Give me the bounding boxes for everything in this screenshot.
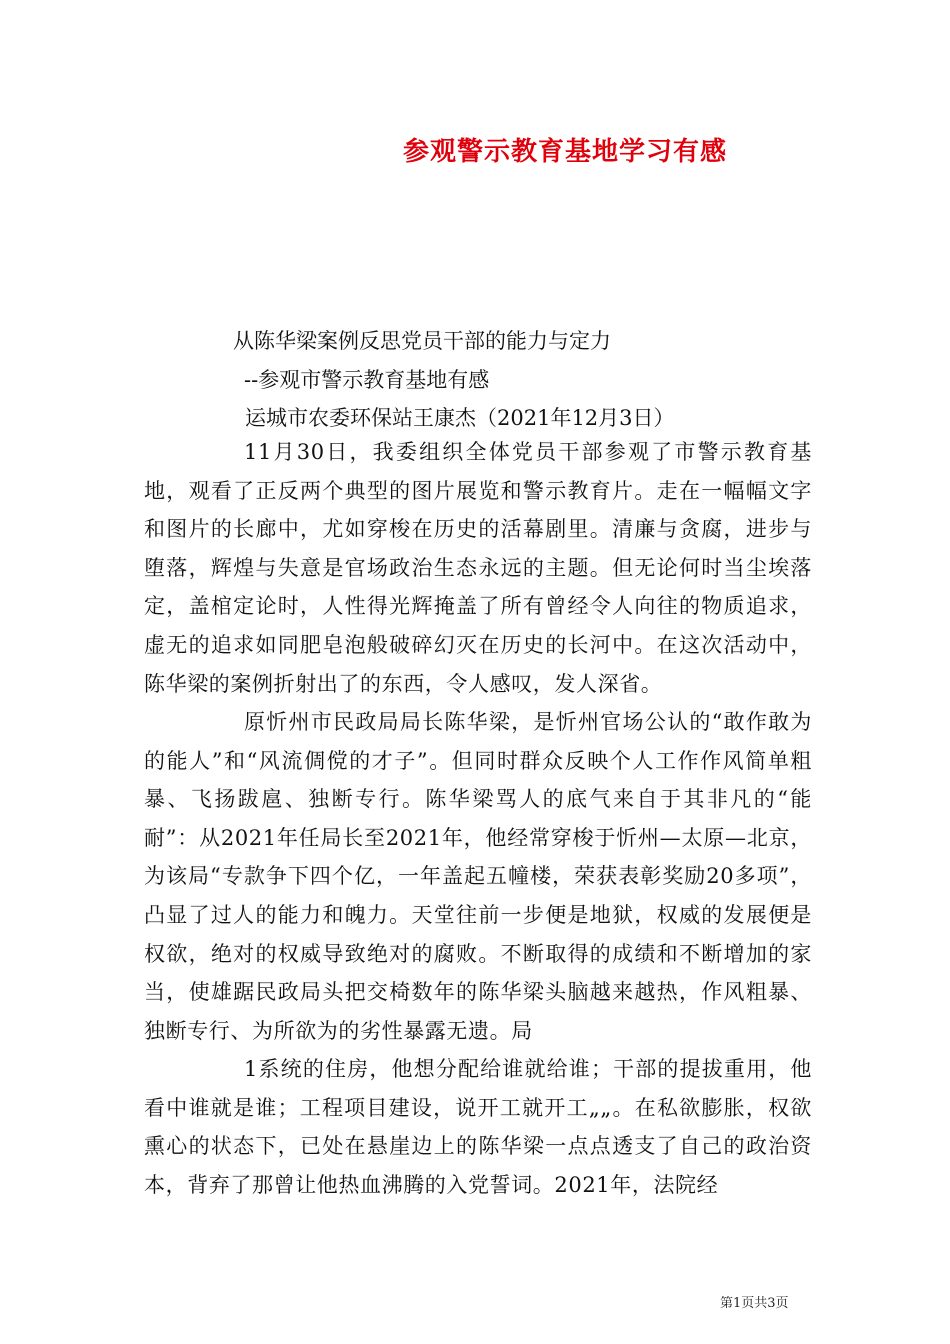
body-paragraph: 原忻州市民政局局长陈华梁，是忻州官场公认的“敢作敢为的能人”和“风流倜傥的才子”。但同时群众反映个人工作作风简单粗暴、飞扬跋扈、独断专行。陈华梁骂人的底气来自于其非凡的“能耐”：从2021年任局长至2021年，他经常穿梭于忻州—太原—北京，为该局“专款争下四个亿，一年盖起五幢楼，荣获表彰奖励20多项”，凸显了过人的能力和魄力。天堂往前一步便是地狱，权威的发展便是权欲，绝对的权威导致绝对的腐败。不断取得的成绩和不断增加的家当，使雄踞民政局头把交椅数年的陈华梁头脑越来越热，作风粗暴、独断专行、为所欲为的劣性暴露无遗。局: [144, 710, 812, 1043]
article-subheading: --参观市警示教育基地有感: [244, 368, 490, 392]
article-heading: 从陈华梁案例反思党员干部的能力与定力: [233, 329, 611, 353]
paragraph-block-3: [144, 1050, 812, 1204]
paragraph-block-1: [144, 433, 812, 703]
paragraph-block-2: [144, 703, 812, 1050]
page-title: 参观警示教育基地学习有感: [402, 137, 727, 167]
page-footer: 第1页共3页: [720, 1296, 789, 1311]
body-paragraph: 11月30日，我委组织全体党员干部参观了市警示教育基地，观看了正反两个典型的图片展览和警示教育片。走在一幅幅文字和图片的长廊中，尤如穿梭在历史的活幕剧里。清廉与贪腐，进步与堕落，辉煌与失意是官场政治生态永远的主题。但无论何时当尘埃落定，盖棺定论时，人性得光辉掩盖了所有曾经令人向往的物质追求，虚无的追求如同肥皂泡般破碎幻灭在历史的长河中。在这次活动中，陈华梁的案例折射出了的东西，令人感叹，发人深省。: [144, 440, 812, 696]
author-line: 运城市农委环保站王康杰（2021年12月3日）: [245, 406, 675, 430]
body-paragraph: 1系统的住房，他想分配给谁就给谁；干部的提拔重用，他看中谁就是谁；工程项目建设，说开工就开工„„。在私欲膨胀，权欲熏心的状态下，已处在悬崖边上的陈华梁一点点透支了自己的政治资本，背弃了那曾让他热血沸腾的入党誓词。2021年，法院经: [144, 1057, 812, 1197]
